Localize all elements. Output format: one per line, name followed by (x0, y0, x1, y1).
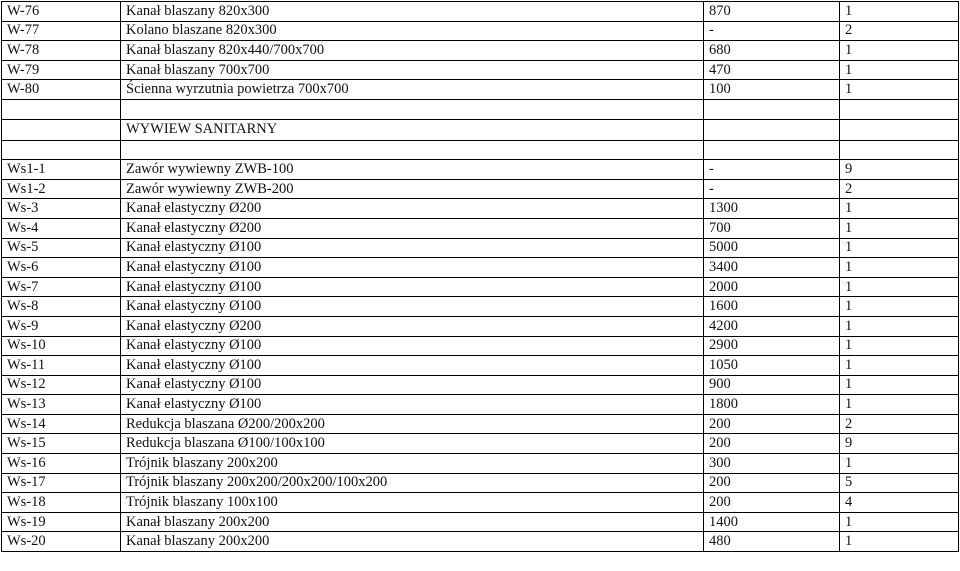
item-quantity: 1 (840, 316, 959, 336)
item-name: Kanał elastyczny Ø100 (121, 297, 704, 317)
item-name: Kanał elastyczny Ø200 (121, 218, 704, 238)
item-quantity: 1 (840, 512, 959, 532)
item-name: Kanał blaszany 820x300 (121, 2, 704, 22)
table-row (2, 179, 959, 199)
item-name: Kanał elastyczny Ø100 (121, 336, 704, 356)
item-quantity: 1 (840, 238, 959, 258)
item-name: Kanał elastyczny Ø100 (121, 395, 704, 415)
item-name: Kanał blaszany 820x440/700x700 (121, 41, 704, 61)
item-code: Ws-3 (2, 199, 121, 219)
item-quantity: 1 (840, 258, 959, 278)
table-row (2, 395, 959, 415)
item-length: 1400 (704, 512, 840, 532)
item-length: 300 (704, 454, 840, 474)
empty-row (2, 99, 959, 119)
item-code: Ws-4 (2, 218, 121, 238)
item-quantity: 1 (840, 375, 959, 395)
table-row (2, 160, 959, 180)
item-code: Ws-6 (2, 258, 121, 278)
table-row (2, 414, 959, 434)
empty-cell (840, 99, 959, 119)
table-row (2, 258, 959, 278)
item-length: 1050 (704, 356, 840, 376)
table-row (2, 532, 959, 552)
item-length: 1600 (704, 297, 840, 317)
item-code: W-79 (2, 60, 121, 80)
item-quantity: 1 (840, 336, 959, 356)
table-row (2, 60, 959, 80)
empty-cell (704, 140, 840, 160)
item-code: Ws1-1 (2, 160, 121, 180)
table-row (2, 218, 959, 238)
item-quantity: 1 (840, 199, 959, 219)
table-row (2, 199, 959, 219)
table-row (2, 21, 959, 41)
table-row (2, 41, 959, 61)
item-code: W-77 (2, 21, 121, 41)
table-row (2, 434, 959, 454)
item-code: Ws-7 (2, 277, 121, 297)
empty-cell (840, 119, 959, 140)
table-row (2, 238, 959, 258)
item-quantity: 1 (840, 277, 959, 297)
item-quantity: 1 (840, 297, 959, 317)
item-code: Ws-5 (2, 238, 121, 258)
table-row (2, 512, 959, 532)
item-quantity: 1 (840, 395, 959, 415)
empty-cell (121, 140, 704, 160)
item-quantity: 1 (840, 454, 959, 474)
item-length: 2900 (704, 336, 840, 356)
item-name: Trójnik blaszany 200x200/200x200/100x200 (121, 473, 704, 493)
item-quantity: 2 (840, 179, 959, 199)
table-body-top (2, 2, 959, 100)
item-code: W-78 (2, 41, 121, 61)
item-length: 680 (704, 41, 840, 61)
item-length: 2000 (704, 277, 840, 297)
item-length: 5000 (704, 238, 840, 258)
item-name: Kanał elastyczny Ø100 (121, 375, 704, 395)
table-row (2, 336, 959, 356)
item-quantity: 2 (840, 414, 959, 434)
item-length: 200 (704, 434, 840, 454)
item-length: 870 (704, 2, 840, 22)
item-name: Kanał elastyczny Ø100 (121, 258, 704, 278)
table-row (2, 2, 959, 22)
item-code: Ws-11 (2, 356, 121, 376)
section-title: WYWIEW SANITARNY (121, 119, 704, 140)
item-quantity: 2 (840, 21, 959, 41)
item-name: Kanał elastyczny Ø100 (121, 238, 704, 258)
item-name: Kanał blaszany 200x200 (121, 512, 704, 532)
table-row (2, 80, 959, 100)
item-quantity: 9 (840, 160, 959, 180)
item-code: Ws-16 (2, 454, 121, 474)
item-quantity: 1 (840, 2, 959, 22)
item-code: Ws-8 (2, 297, 121, 317)
table-row (2, 454, 959, 474)
item-code: Ws-14 (2, 414, 121, 434)
empty-cell (2, 99, 121, 119)
item-quantity: 5 (840, 473, 959, 493)
item-length: 100 (704, 80, 840, 100)
item-length: 470 (704, 60, 840, 80)
item-name: Trójnik blaszany 100x100 (121, 493, 704, 513)
item-length: 1800 (704, 395, 840, 415)
item-length: - (704, 21, 840, 41)
equipment-table (1, 1, 959, 552)
item-quantity: 1 (840, 60, 959, 80)
item-length: 4200 (704, 316, 840, 336)
item-code: Ws-18 (2, 493, 121, 513)
item-code: Ws-17 (2, 473, 121, 493)
item-length: 200 (704, 493, 840, 513)
item-quantity: 1 (840, 356, 959, 376)
item-name: Kanał elastyczny Ø200 (121, 199, 704, 219)
empty-cell (121, 99, 704, 119)
item-code: W-76 (2, 2, 121, 22)
item-code: Ws-9 (2, 316, 121, 336)
item-length: 1300 (704, 199, 840, 219)
section-header-block (2, 99, 959, 159)
item-name: Redukcja blaszana Ø200/200x200 (121, 414, 704, 434)
item-length: 200 (704, 414, 840, 434)
section-row (2, 119, 959, 140)
item-name: Kanał elastyczny Ø100 (121, 356, 704, 376)
item-length: 3400 (704, 258, 840, 278)
item-quantity: 4 (840, 493, 959, 513)
empty-cell (2, 119, 121, 140)
table-row (2, 356, 959, 376)
table-row (2, 316, 959, 336)
item-quantity: 1 (840, 41, 959, 61)
item-code: W-80 (2, 80, 121, 100)
item-length: - (704, 160, 840, 180)
table-row (2, 297, 959, 317)
empty-cell (704, 99, 840, 119)
item-name: Kanał elastyczny Ø100 (121, 277, 704, 297)
item-name: Kanał blaszany 200x200 (121, 532, 704, 552)
item-length: 480 (704, 532, 840, 552)
item-length: 900 (704, 375, 840, 395)
item-length: - (704, 179, 840, 199)
item-name: Zawór wywiewny ZWB-100 (121, 160, 704, 180)
item-name: Kanał elastyczny Ø200 (121, 316, 704, 336)
item-length: 200 (704, 473, 840, 493)
item-name: Trójnik blaszany 200x200 (121, 454, 704, 474)
item-name: Redukcja blaszana Ø100/100x100 (121, 434, 704, 454)
item-name: Zawór wywiewny ZWB-200 (121, 179, 704, 199)
item-quantity: 1 (840, 218, 959, 238)
table-row (2, 277, 959, 297)
item-code: Ws-13 (2, 395, 121, 415)
item-length: 700 (704, 218, 840, 238)
item-quantity: 9 (840, 434, 959, 454)
item-code: Ws-12 (2, 375, 121, 395)
table-row (2, 473, 959, 493)
item-quantity: 1 (840, 532, 959, 552)
empty-cell (2, 140, 121, 160)
table-body-bottom (2, 160, 959, 552)
item-code: Ws1-2 (2, 179, 121, 199)
item-name: Kanał blaszany 700x700 (121, 60, 704, 80)
item-quantity: 1 (840, 80, 959, 100)
item-code: Ws-20 (2, 532, 121, 552)
item-code: Ws-15 (2, 434, 121, 454)
item-code: Ws-19 (2, 512, 121, 532)
empty-cell (704, 119, 840, 140)
empty-row (2, 140, 959, 160)
table-row (2, 493, 959, 513)
table-row (2, 375, 959, 395)
item-name: Ścienna wyrzutnia powietrza 700x700 (121, 80, 704, 100)
empty-cell (840, 140, 959, 160)
item-code: Ws-10 (2, 336, 121, 356)
item-name: Kolano blaszane 820x300 (121, 21, 704, 41)
